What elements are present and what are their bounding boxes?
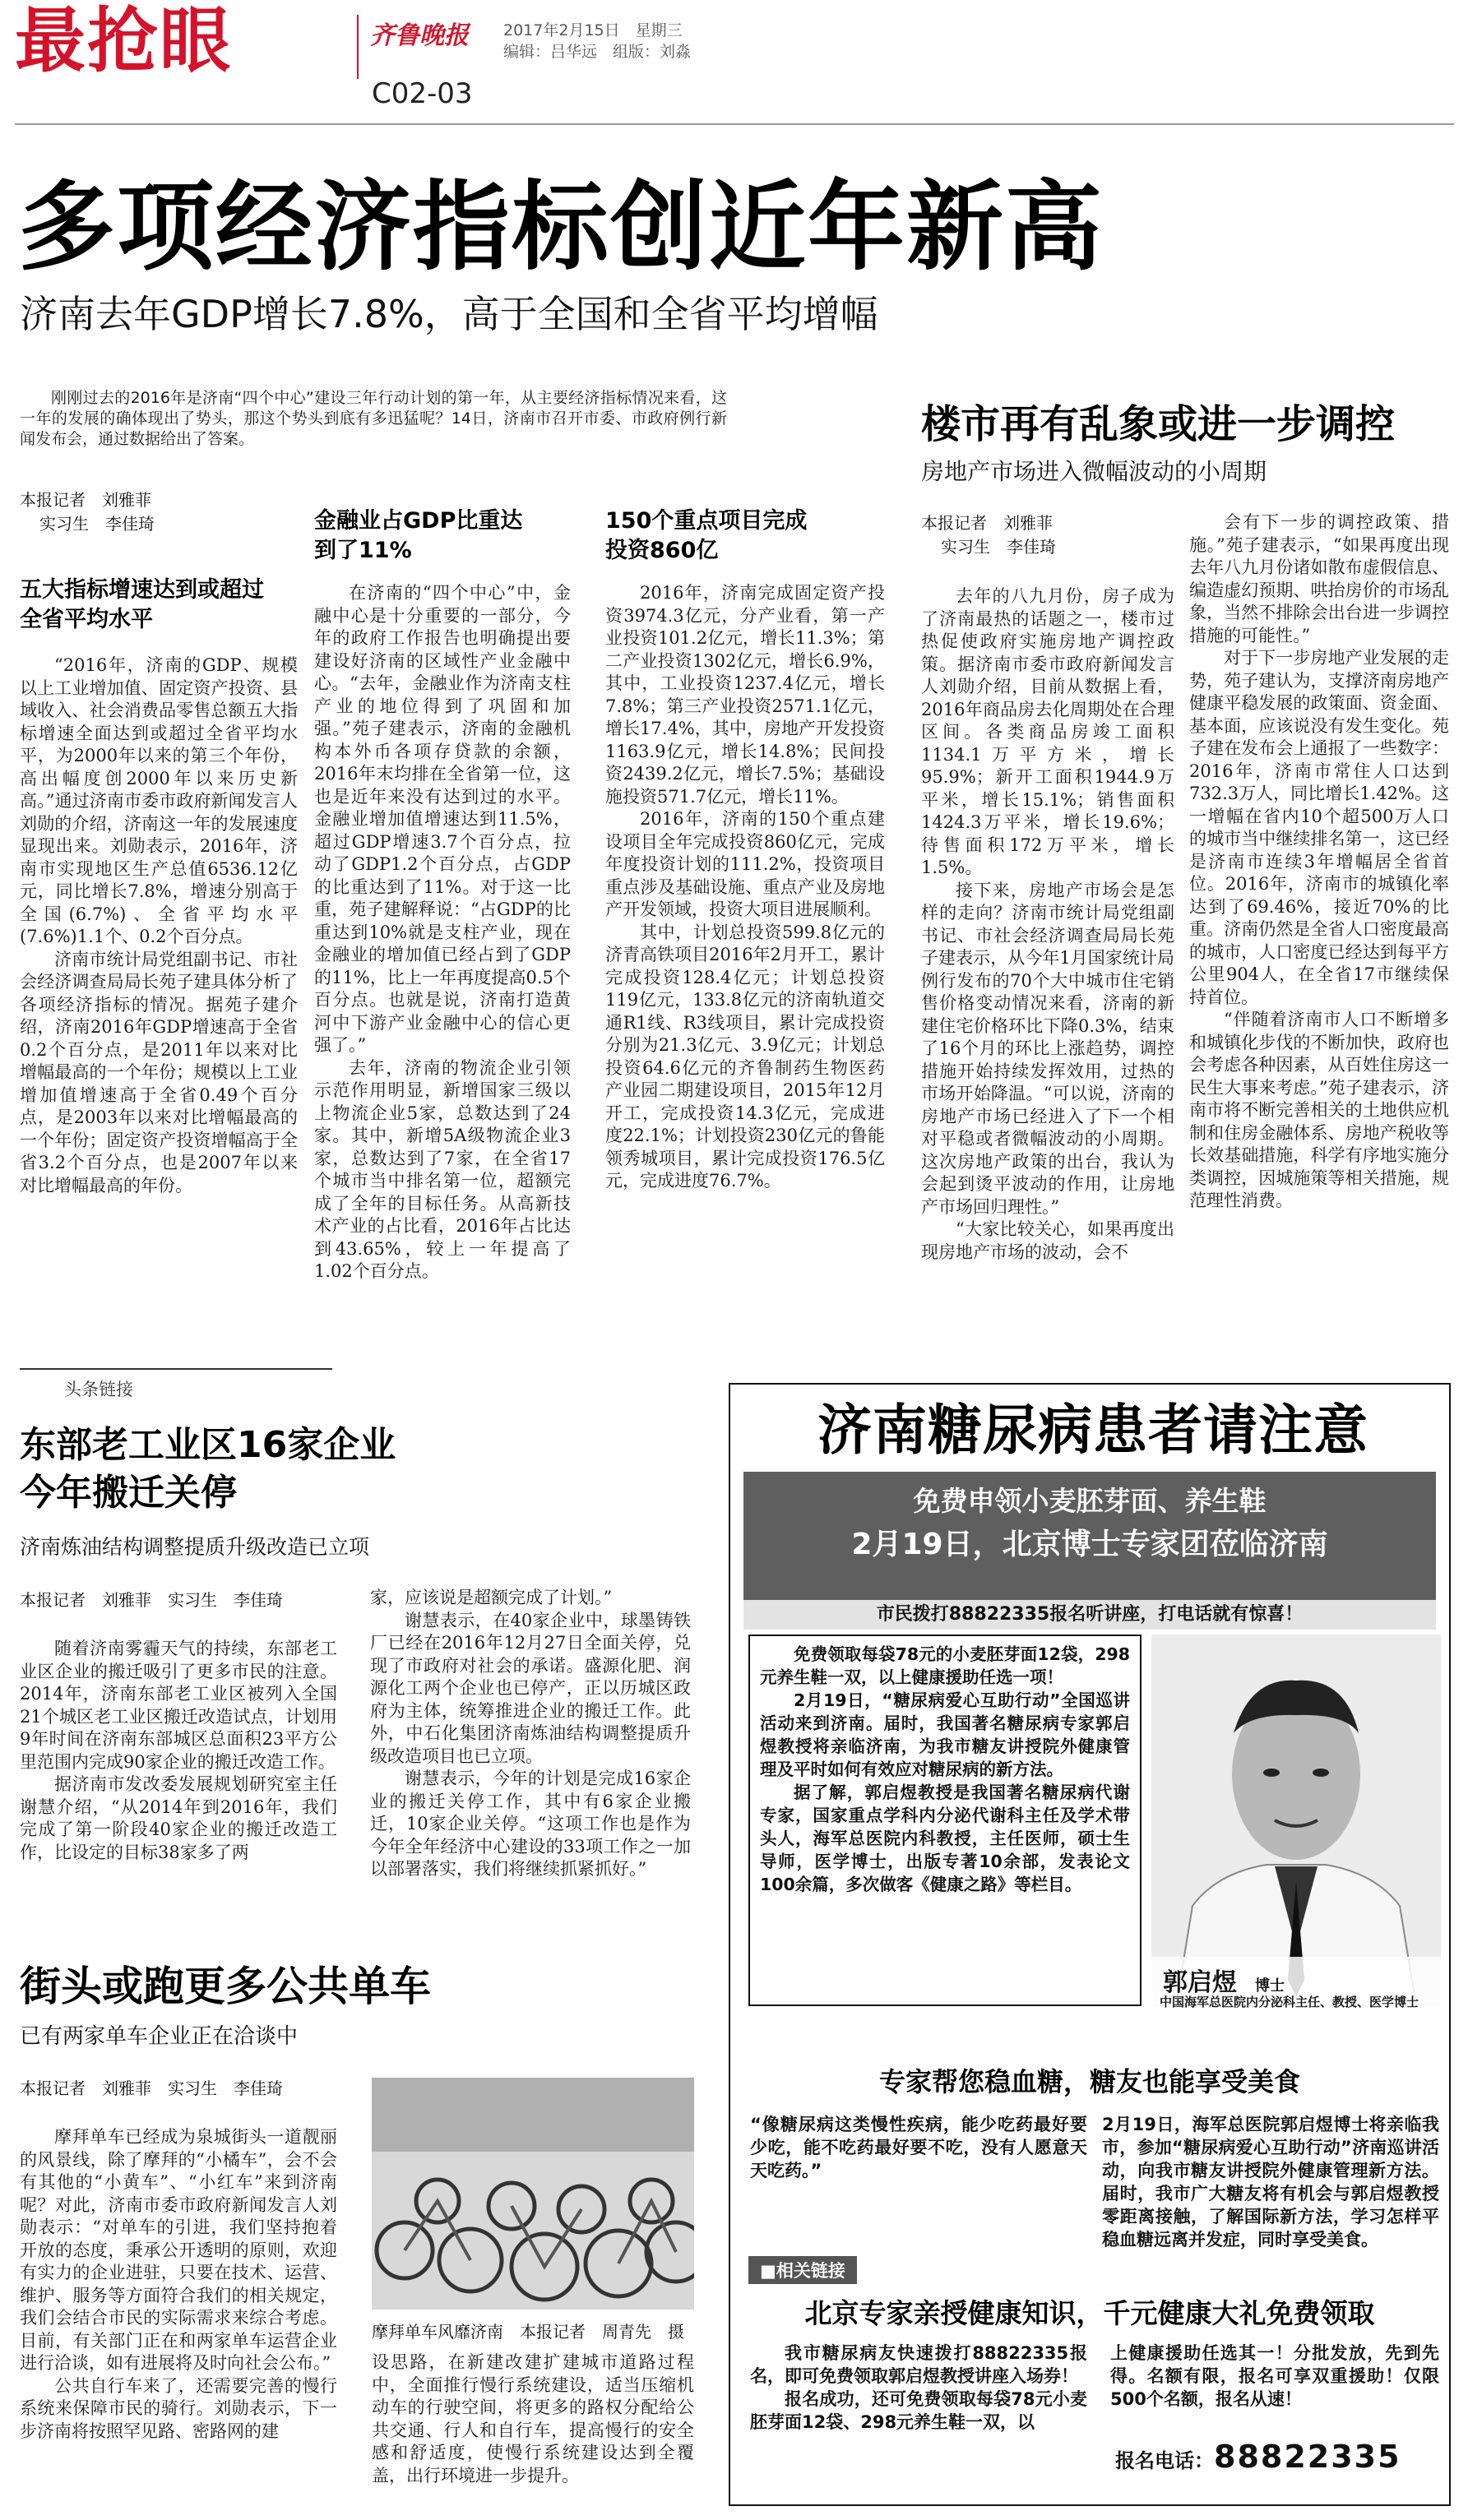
doctor-nameplate [1151,1957,1441,2014]
lead-byline-reporter: 本报记者 刘雅菲 [20,490,151,510]
s1-title: 五大指标增速达到或超过全省平均水平 [20,577,264,632]
masthead-rule [15,123,1454,125]
s1-para: 济南市统计局党组副书记、市社会经济调查局局长苑子建具体分析了各项经济指标的情况。据苑子建介绍，济南2016年GDP增速高于全省0.2个百分点，是2011年以来对比增幅最高的一个年份；规模以上工业增加值增速高于全省0.49个百分点，是2003年以来对比增幅最高的一个年份；固定资产投资增幅高于全省3.2个百分点，也是2007年以来对比增幅最高的年份。 [20,949,298,1195]
bike-para: 摩拜单车已经成为泉城街头一道靓丽的风景线，除了摩拜的“小橘车”，会不会有其他的“小黄车”、“小红车”来到济南呢？对此，济南市委市政府新闻发言人刘勋表示：“对单车的引进，我们坚持抱着开放的态度，秉承公开透明的原则，欢迎有实力的企业进驻，只要在技术、运营、维护、服务等方面符合我们的相关规定，我们会结合市民的实际需求来综合考虑。目前，有关部门正在和两家单车运营企业进行洽谈，如有进展将及时向社会公布。” [20,2127,337,2373]
editor-line [503,39,691,62]
s2-para: 在济南的“四个中心”中，金融中心是十分重要的一部分，今年的政府工作报告也明确提出要建设好济南的区域性产业金融中心。“去年，金融业作为济南支柱产业的地位得到了巩固和加强。”苑子建表示，济南的金融机构本外币各项存贷款的余额，2016年末均排在全省第一位，这也是近年来没有达到过的水平。金融业增加值增速达到11.5%，超过GDP增速3.7个百分点，拉动了GDP1.2个百分点，占GDP的比重达到了11%。对于这一比重，苑子建解释说：“占GDP的比重达到10%就是支柱产业，现在金融业的增加值已经占到了GDP的11%，比上一年再度提高0.5个百分点。也就是说，济南打造黄河中下游产业金融中心的信心更强了。” [314,583,571,1055]
s1-para: “2016年，济南的GDP、规模以上工业增加值、固定资产投资、县域收入、社会消费品零售总额五大指标增速全面达到或超过全省平均水平，为2000年以来的第三个年份，高出幅度创2000年以来历史新高。”通过济南市委市政府新闻发言人刘勋的介绍，济南这一年的发展速度显现出来。刘勋表示，2016年，济南市实现地区生产总值6536.12亿元，同比增长7.8%，增速分别高于全国(6.7%)、全省平均水平(7.6%)1.1个、0.2个百分点。 [20,655,298,946]
weekday-text: 星期三 [635,21,683,39]
related-title: 北京专家亲授健康知识，千元健康大礼免费领取 [804,2297,1375,2329]
ad-quote-left [750,2113,1087,2182]
ad-box-para: 免费领取每袋78元的小麦胚芽面12袋，298元养生鞋一双，以上健康援助任选一项！ [760,1644,1130,1687]
ad-banner-line1: 免费申领小麦胚芽面、养生鞋 [913,1485,1267,1517]
related-right [1110,2342,1439,2411]
doctor-photo [1151,1635,1441,2006]
issue-date [503,18,683,40]
s2-body [314,582,571,1283]
page-code: C02-03 [372,77,473,110]
ad-quote: “像糖尿病这类慢性疾病，能少吃药最好要少吃，能不吃药最好要不吃，没有人愿意天天吃药。” [750,2115,1087,2180]
date-text: 2017年2月15日 [503,21,620,39]
ad-headline: 济南糖尿病患者请注意 [817,1399,1368,1462]
property-body-right [1189,511,1449,1213]
link-para: 谢慧表示，今年的计划是完成16家企业的搬迁关停工作，其中有6家企业搬迁，10家企业关停。“这项工作也是作为今年全年经济中心建设的33项工作之一加以部署落实，我们将继续抓紧抓好。” [370,1769,691,1879]
property-para: 接下来，房地产市场会是怎样的走向？济南市统计局党组副书记、市社会经济调查局局长苑子建表示，从今年1月国家统计局例行发布的70个大中城市住宅销售价格变动情况来看，济南的新建住宅价格环比下降0.3%，结束了16个月的环比上涨趋势，调控措施开始持续发挥效用，过热的市场开始降温。“可以说，济南的房地产市场已经进入了下一个相对平稳或者微幅波动的小周期。这次房地产政策的出台，我认为会起到烫平波动的作用，让房地产市场回归理性。” [921,880,1174,1217]
property-title: 楼市再有乱象或进一步调控 [921,401,1396,447]
link-title-1: 东部老工业区16家企业 [20,1424,396,1466]
property-byline [921,511,1056,559]
ad-info-box [748,1635,1142,2006]
property-body-left [921,585,1174,1264]
ad-headline-2: 专家帮您稳血糖，糖友也能享受美食 [878,2066,1300,2097]
bike-photo-illustration [372,2078,694,2310]
related-para: 报名成功，还可免费领取每袋78元小麦胚芽面12袋、298元养生鞋一双，以 [750,2389,1087,2432]
link-body-left [20,1638,337,1864]
section-title: 最抢眼 [15,0,232,82]
s3-para: 2016年，济南完成固定资产投资3974.3亿元，分产业看，第一产业投资101.2亿元，增长11.3%；第二产业投资1302亿元，增长6.9%，其中，工业投资1237.4亿元，增长7.8%；第三产业投资2571.1亿元，增长17.4%，其中，房地产开发投资1163.9亿元，增长14.8%；民间投资2439.2亿元，增长7.5%；基础设施投资571.7亿元，增长11%。 [605,583,885,807]
doctor-desc: 中国海军总医院内分泌科主任、教授、医学博士 [1160,1995,1419,2009]
ad-banner-line2: 2月19日，北京博士专家团莅临济南 [851,1528,1328,1561]
bike-subtitle: 已有两家单车企业正在洽谈中 [20,2024,299,2049]
bike-photo [372,2078,694,2310]
link-title-2: 今年搬迁关停 [20,1472,237,1514]
property-subtitle: 房地产市场进入微幅波动的小周期 [921,458,1267,485]
lead-subtitle: 济南去年GDP增长7.8%，高于全国和全省平均增幅 [20,292,878,336]
s3-para: 2016年，济南的150个重点建设项目全年完成投资860亿元，完成年度投资计划的111.2%，投资项目重点涉及基础设施、重点产业及房地产开发领域，投资大项目进展顺利。 [605,809,885,919]
lead-byline [20,488,155,536]
property-para: “大家比较关心，如果再度出现房地产市场的波动，会不 [921,1219,1174,1262]
s3-para: 其中，计划总投资599.8亿元的济青高铁项目2016年2月开工，累计完成投资128.4亿元；计划总投资119亿元，133.8亿元的济南轨道交通R1线、R3线项目，累计完成投资分别为21.3亿元、3.9亿元；计划总投资64.6亿元的齐鲁制药生物医药产业园二期建设项目，2015年12月开工，完成投资14.3亿元，完成进度22.1%；计划投资230亿元的鲁能领秀城项目，累计完成投资176.5亿元，完成进度76.7%。 [605,922,885,1191]
bike-photo-caption: 摩拜单车风靡济南 本报记者 周青先 摄 [372,2322,684,2342]
phone-line [1115,2439,1401,2475]
masthead-divider [357,15,359,79]
property-para: 会有下一步的调控政策、措施。”苑子建表示，“如果再度出现去年八九月份诸如散布虚假信息、编造虚幻预期、哄抬房价的市场乱象，当然不排除会出台进一步调控措施的可能性。” [1189,512,1449,645]
bike-title: 街头或跑更多公共单车 [20,1963,431,2010]
link-para: 谢慧表示，在40家企业中，球墨铸铁厂已经在2016年12月27日全面关停，兑现了市政府对社会的承诺。盛源化肥、润源化工两个企业也已停产，正以历城区政府为主体，统筹推进企业的搬迁工作。此外，中石化集团济南炼油结构调整提质升级改造项目也已立项。 [370,1610,691,1766]
related-para: 我市糖尿病友快速拨打88822335报名，即可免费领取郭启煜教授讲座入场券！ [750,2343,1087,2386]
bike-body-right [372,2351,694,2487]
property-byline-reporter: 本报记者 刘雅菲 [921,513,1053,533]
ad-box-para: 据了解，郭启煜教授是我国著名糖尿病代谢专家，国家重点学科内分泌代谢科主任及学术带头人，海军总医院内科教授，主任医师，硕士生导师，医学博士，出版专著10余部，发表论文100余篇，多次做客《健康之路》等栏目。 [760,1782,1130,1894]
ad-quote-cont: 2月19日，海军总医院郭启煜博士将亲临我市，参加“糖尿病爱心互助行动”济南巡讲活动，向我市糖友讲授院外健康管理新方法。届时，我市广大糖友将有机会与郭启煜教授零距离接触，了解国际新方法，学习怎样平稳血糖远离并发症，同时享受美食。 [1102,2115,1439,2250]
ad-box-para: 2月19日，“糖尿病爱心互助行动”全国巡讲活动来到济南。届时，我国著名糖尿病专家郭启煜教授将亲临济南，为我市糖友讲授院外健康管理及平时如何有效应对糖尿病的新方法。 [760,1690,1130,1779]
s1-body [20,654,298,1197]
lead-headline: 多项经济指标创近年新高 [18,170,1104,284]
property-para: “伴随着济南市人口不断增多和城镇化步伐的不断加快，政府也会考虑各种因素，从百姓住房这一民生大事来考虑。”苑子建表示，济南市将不断完善相关的土地供应机制和住房金融体系、房地产税收等长效基础措施，科学有序地实施分类调控，因城施策等相关措施，规范理性消费。 [1189,1010,1449,1210]
bike-para: 公共自行车来了，还需要完善的慢行系统来保障市民的骑行。刘勋表示，下一步济南将按照罕见路、密路网的建 [20,2375,337,2441]
link-subtitle: 济南炼油结构调整提质升级改造已立项 [20,1535,370,1559]
s3-title: 150个重点项目完成投资860亿 [605,508,808,563]
design-text: 组版：刘淼 [613,43,692,61]
property-byline-intern: 实习生 李佳琦 [941,537,1056,557]
intro-text: 刚刚过去的2016年是济南“四个中心”建设三年行动计划的第一年，从主要经济指标情况来看，这一年的发展的确体现出了势头，那这个势头到底有多迅猛呢？14日，济南市召开市委、市政府例行新闻发布会，通过数据给出了答案。 [20,389,727,448]
link-para: 家，应该说是超额完成了计划。” [370,1588,613,1607]
related-para: 上健康援助任选其一！分批发放，先到先得。名额有限，报名可享双重援助！仅限500个名额，报名从速！ [1110,2343,1439,2409]
s2-para: 去年，济南的物流企业引领示范作用明显，新增国家三级以上物流企业5家，总数达到了24家。其中，新增5A级物流企业3家，总数达到了7家，在全省17个城市当中排名第一位，超额完成了全年的目标任务。从高新技术产业的占比看，2016年占比达到43.65%，较上一年提高了1.02个百分点。 [314,1057,571,1281]
ad-banner [743,1472,1436,1600]
s2-title: 金融业占GDP比重达到了11% [314,508,523,563]
doctor-name-text: 郭启煜 [1163,1968,1237,1997]
link-body-right [370,1587,691,1881]
link-para: 据济南市发改委发展规划研究室主任谢慧介绍，“从2014年到2016年，我们完成了第一阶段40家企业的搬迁改造工作，比设定的目标38家多了两 [20,1774,337,1862]
lead-byline-intern: 实习生 李佳琦 [39,514,155,534]
link-para: 随着济南雾霾天气的持续，东部老工业区企业的搬迁吸引了更多市民的注意。2014年，济南东部老工业区被列入全国21个城区老工业区搬迁改造试点，计划用9年时间在济南东部城区总面积23平方公里范围内完成90家企业的搬迁改造工作。 [20,1639,337,1772]
property-para: 对于下一步房地产业发展的走势，苑子建认为，支撑济南房地产健康平稳发展的政策面、资金面、基本面，应该说没有发生变化。苑子建在发布会上通报了一些数字：2016年，济南市常住人口达到732.3万人，同比增长1.42%。这一增幅在省内10个超500万人口的城市当中继续排名第一，这已经是济南市连续3年增幅居全省首位。2016年，济南市的城镇化率达到了69.46%，接近70%的比重。济南仍然是全省人口密度最高的城市，人口密度已经达到每平方公里904人，在全省17市继续保持首位。 [1189,648,1449,1007]
related-left [750,2342,1087,2434]
paper-logo: 齐鲁晚报 [370,21,469,50]
ad-quote-right [1102,2113,1439,2251]
link-byline: 本报记者 刘雅菲 实习生 李佳琦 [20,1590,283,1610]
s3-body [605,582,885,1193]
doctor-portrait-illustration [1151,1635,1441,2006]
editor-text: 编辑：吕华远 [503,43,598,61]
phone-number: 88822335 [1214,2439,1401,2475]
bike-body-left [20,2126,337,2443]
link-label: 头条链接 [64,1380,133,1399]
property-para: 去年的八九月份，房子成为了济南最热的话题之一，楼市过热促使政府实施房地产调控政策。据济南市委市政府新闻发言人刘勋介绍，目前从数据上看，2016年商品房去化周期处在合理区间。各类商品房竣工面积1134.1万平方米，增长95.9%；新开工面积1944.9万平米，增长15.1%；销售面积1424.3万平米，增长19.6%；待售面积172万平米，增长1.5%。 [921,586,1174,877]
doctor-title: 博士 [1255,1977,1285,1995]
related-label: ■相关链接 [748,2256,857,2284]
link-rule [20,1368,332,1370]
phone-label: 报名电话： [1115,2449,1214,2472]
bike-byline: 本报记者 刘雅菲 实习生 李佳琦 [20,2078,283,2098]
ad-hotline: 市民拨打88822335报名听讲座，打电话就有惊喜！ [743,1600,1436,1630]
lead-intro [20,388,727,450]
bike-para: 设思路，在新建改建扩建城市道路过程中，全面推行慢行系统建设，适当压缩机动车的行驶空间，将更多的路权分配给公共交通、行人和自行车，提高慢行的安全感和舒适度，使慢行系统建设达到全覆盖，出行环境进一步提升。 [372,2352,694,2485]
